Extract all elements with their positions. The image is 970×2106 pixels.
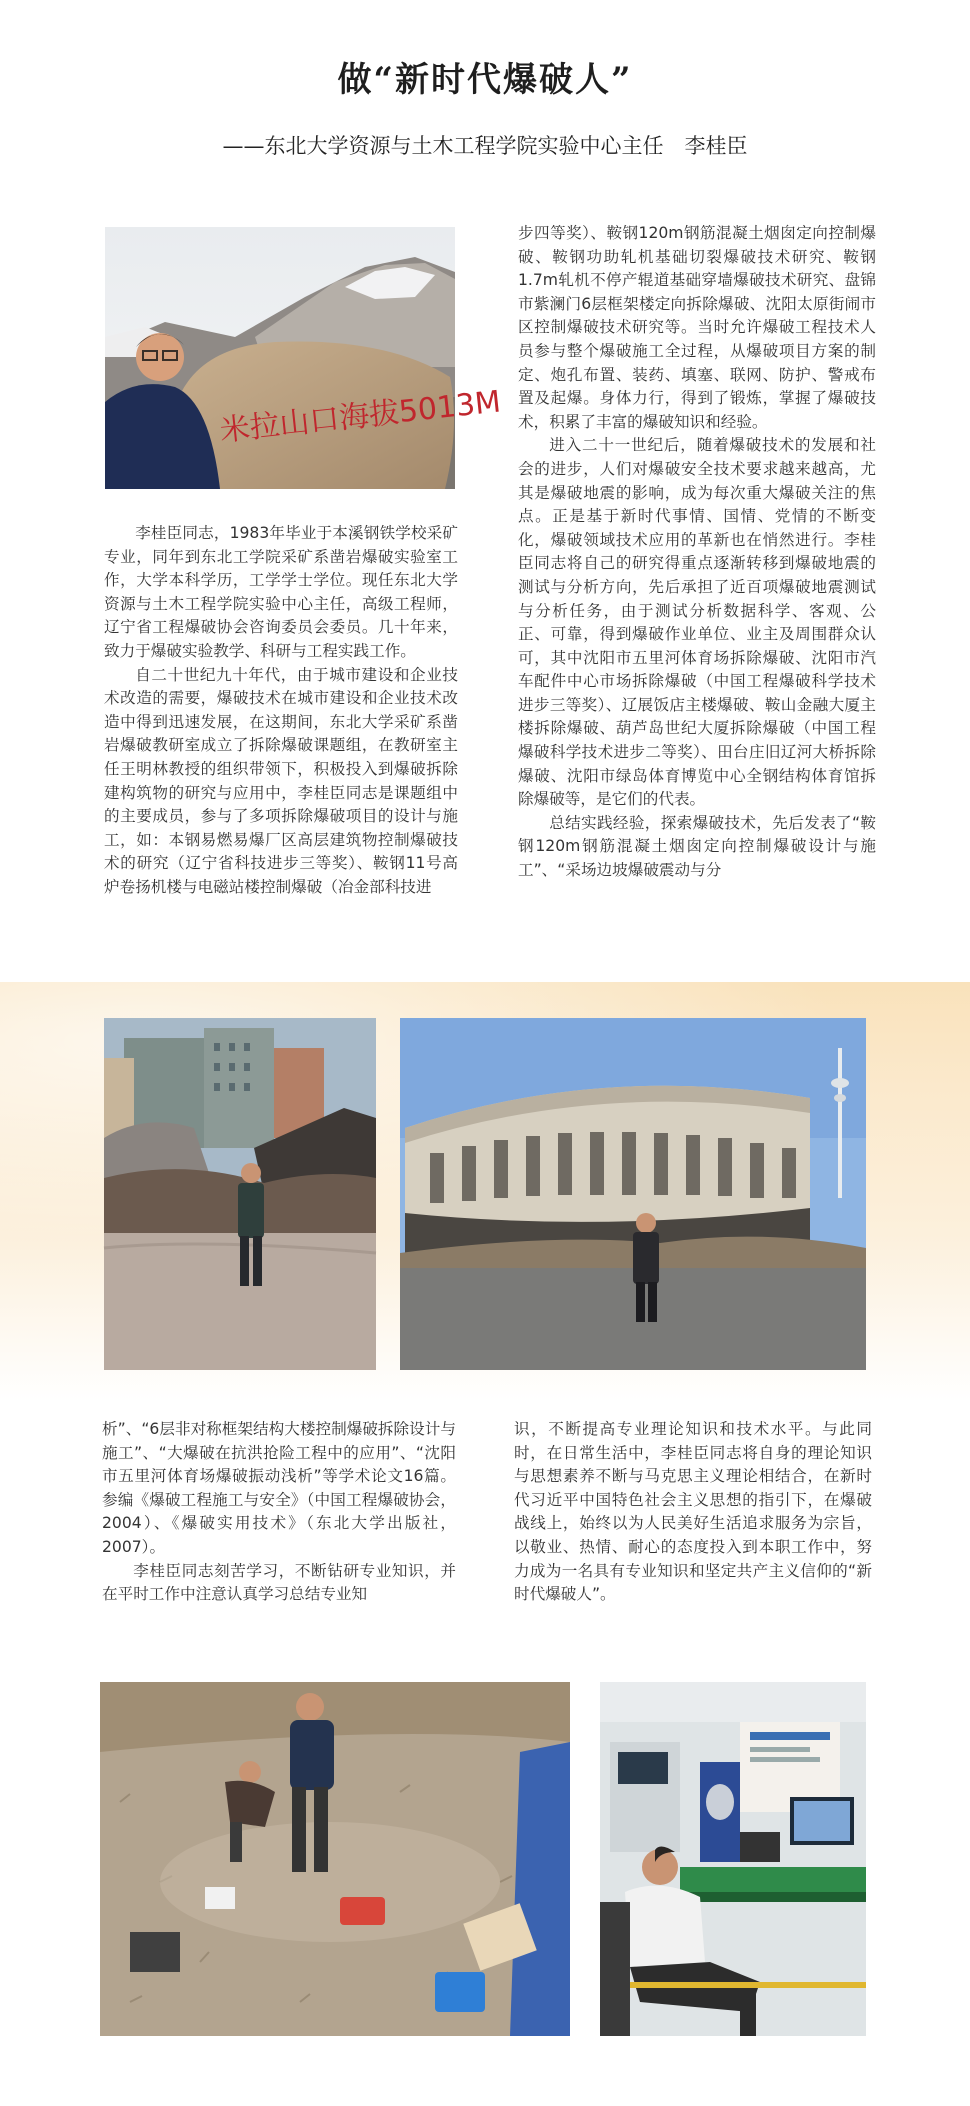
page-title: 做“新时代爆破人” — [337, 60, 633, 100]
paragraph: 自二十世纪九十年代，由于城市建设和企业技术改造的需要，爆破技术在城市建设和企业技术改造中得到迅速发展，在这期间，东北大学采矿系凿岩爆破教研室成立了拆除爆破课题组，在教研室主任王明林教授的组织带领下，积极投入到爆破拆除建构筑物的研究与应用中，李桂臣同志是课题组中的主要成员，参与了多项拆除爆破项目的设计与施工，如：本钢易燃易爆厂区高层建筑物控制爆破技术的研究（辽宁省科技进步三等奖）、鞍钢11号高炉卷扬机楼与电磁站楼控制爆破（冶金部科技进 — [104, 665, 458, 896]
lab-photo — [600, 1682, 866, 2036]
paragraph: 总结实践经验，探索爆破技术，先后发表了“鞍钢120m钢筋混凝土烟囱定向控制爆破设计与施工”、“采场边坡爆破震动与分 — [518, 813, 876, 880]
paragraph: 进入二十一世纪后，随着爆破技术的发展和社会的进步，人们对爆破安全技术要求越来越高，尤其是爆破地震的影响，成为每次重大爆破关注的焦点。正是基于新时代事情、国情、党情的不断变化，爆破领域技术应用的革新也在悄然进行。李桂臣同志将自己的研究得重点逐渐转移到爆破地震的测试与分析方向，先后承担了近百项爆破地震测试与分析任务，由于测试分析数据科学、客观、公正、可靠，得到爆破作业单位、业主及周围群众认可，其中沈阳市五里河体育场拆除爆破、沈阳市汽车配件中心市场拆除爆破（中国工程爆破科学技术进步三等奖）、辽展饭店主楼爆破、鞍山金融大厦主楼拆除爆破、葫芦岛世纪大厦拆除爆破（中国工程爆破科学技术进步二等奖）、田台庄旧辽河大桥拆除爆破、沈阳市绿岛体育博览中心全钢结构体育馆拆除爆破等，是它们的代表。 — [518, 436, 876, 809]
stadium-photo — [400, 1018, 866, 1370]
paragraph: 李桂臣同志刻苦学习，不断钻研专业知识，并在平时工作中注意认真学习总结专业知 — [102, 1561, 456, 1604]
paragraph: 步四等奖）、鞍钢120m钢筋混凝土烟囱定向控制爆破、鞍钢功助轧机基础切裂爆破技术研究、鞍钢1.7m轧机不停产辊道基础穿墙爆破技术研究、盘锦市紫澜门6层框架楼定向拆除爆破、沈阳太原街闹市区控制爆破技术研究等。当时允许爆破工程技术人员参与整个爆破施工全过程，从爆破项目方案的制定、炮孔布置、装药、填塞、联网、防护、警戒布置及起爆。身体力行，得到了锻炼，掌握了爆破技术，积累了丰富的爆破知识和经验。 — [518, 224, 876, 431]
paragraph: 李桂臣同志，1983年毕业于本溪钢铁学校采矿专业，同年到东北工学院采矿系凿岩爆破实验室工作，大学本科学历，工学学士学位。现任东北大学资源与土木工程学院实验中心主任，高级工程师，辽宁省工程爆破协会咨询委员会委员。几十年来，致力于爆破实验教学、科研与工程实践工作。 — [104, 524, 458, 660]
article-column-2 — [518, 222, 876, 932]
article-column-3 — [102, 1418, 456, 1618]
page-subtitle: ——东北大学资源与土木工程学院实验中心主任 李桂臣 — [222, 134, 748, 158]
field-work-photo — [100, 1682, 570, 2036]
portrait-photo — [105, 227, 503, 489]
article-column-1 — [104, 522, 458, 952]
article-column-4 — [514, 1418, 872, 1618]
paragraph: 析”、“6层非对称框架结构大楼控制爆破拆除设计与施工”、“大爆破在抗洪抢险工程中的应用”、“沈阳市五里河体育场爆破振动浅析”等学术论文16篇。参编《爆破工程施工与安全》（中国工程爆破协会，2004）、《爆破实用技术》（东北大学出版社，2007）。 — [102, 1420, 456, 1556]
paragraph: 识，不断提高专业理论知识和技术水平。与此同时，在日常生活中，李桂臣同志将自身的理论知识与思想素养不断与马克思主义理论相结合，在新时代习近平中国特色社会主义思想的指引下，在爆破战线上，始终以为人民美好生活追求服务为宗旨，以敬业、热情、耐心的态度投入到本职工作中，努力成为一名具有专业知识和坚定共产主义信仰的“新时代爆破人”。 — [514, 1420, 872, 1604]
demolition-site-photo — [104, 1018, 376, 1370]
rock-inscription: 米拉山口海拔5013M — [218, 384, 503, 449]
